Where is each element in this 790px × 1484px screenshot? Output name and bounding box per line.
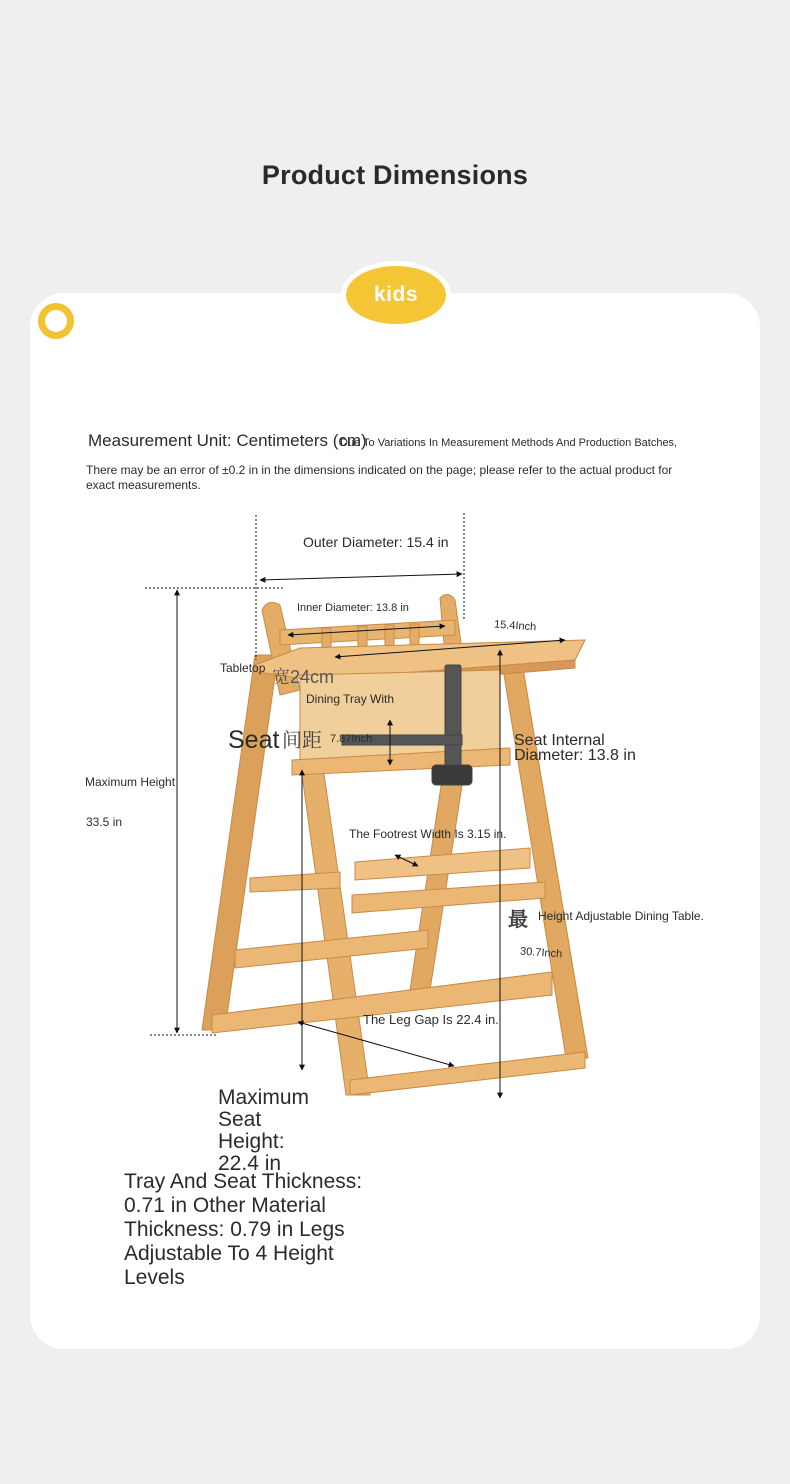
kids-badge: kids [346, 266, 446, 324]
seat-cn-label: 间距 [282, 730, 322, 752]
outer-diameter-label: Outer Diameter: 15.4 in [303, 534, 449, 550]
error-note: There may be an error of ±0.2 in in the dimensions indicated on the page; please refer to the actual product for exact measurements. [86, 463, 673, 492]
max-height-label: Maximum Height [85, 775, 176, 789]
measurement-unit: Measurement Unit: Centimeters (cm) [88, 431, 367, 450]
tabletop-label: Tabletop [220, 661, 266, 675]
table-height-label: 30.7Inch [519, 945, 563, 961]
max-cn-label: 最 [508, 909, 528, 931]
seat-label: Seat [228, 726, 280, 754]
thickness-note: Tray And Seat Thickness: 0.71 in Other Material Thickness: 0.79 in Legs Adjustable To 4 Height Levels [124, 1170, 363, 1289]
max-height-value: 33.5 in [86, 815, 123, 829]
chair-rungs [212, 872, 585, 1095]
footrest-label: The Footrest Width Is 3.15 in. [349, 827, 507, 841]
dining-tray-label: Dining Tray With [306, 692, 395, 706]
tray-width-label: 15.4Inch [493, 618, 537, 634]
inner-diameter-label: Inner Diameter: 13.8 in [297, 602, 409, 614]
chair-front-legs [300, 760, 466, 1095]
max-seat-height-label: Maximum Seat Height: 22.4 in [218, 1086, 310, 1175]
leg-gap-label: The Leg Gap Is 22.4 in. [363, 1012, 499, 1027]
variation-note: Due To Variations In Measurement Methods And Production Batches, [340, 437, 678, 449]
page-title: Product Dimensions [261, 160, 529, 190]
seat-gap-label: 7.87Inch [330, 733, 373, 745]
seat-internal-label: Seat Internal Diameter: 13.8 in [514, 732, 636, 764]
tabletop-cn-label: 宽24cm [272, 667, 335, 687]
height-adjustable-label: Height Adjustable Dining Table. [538, 909, 704, 923]
